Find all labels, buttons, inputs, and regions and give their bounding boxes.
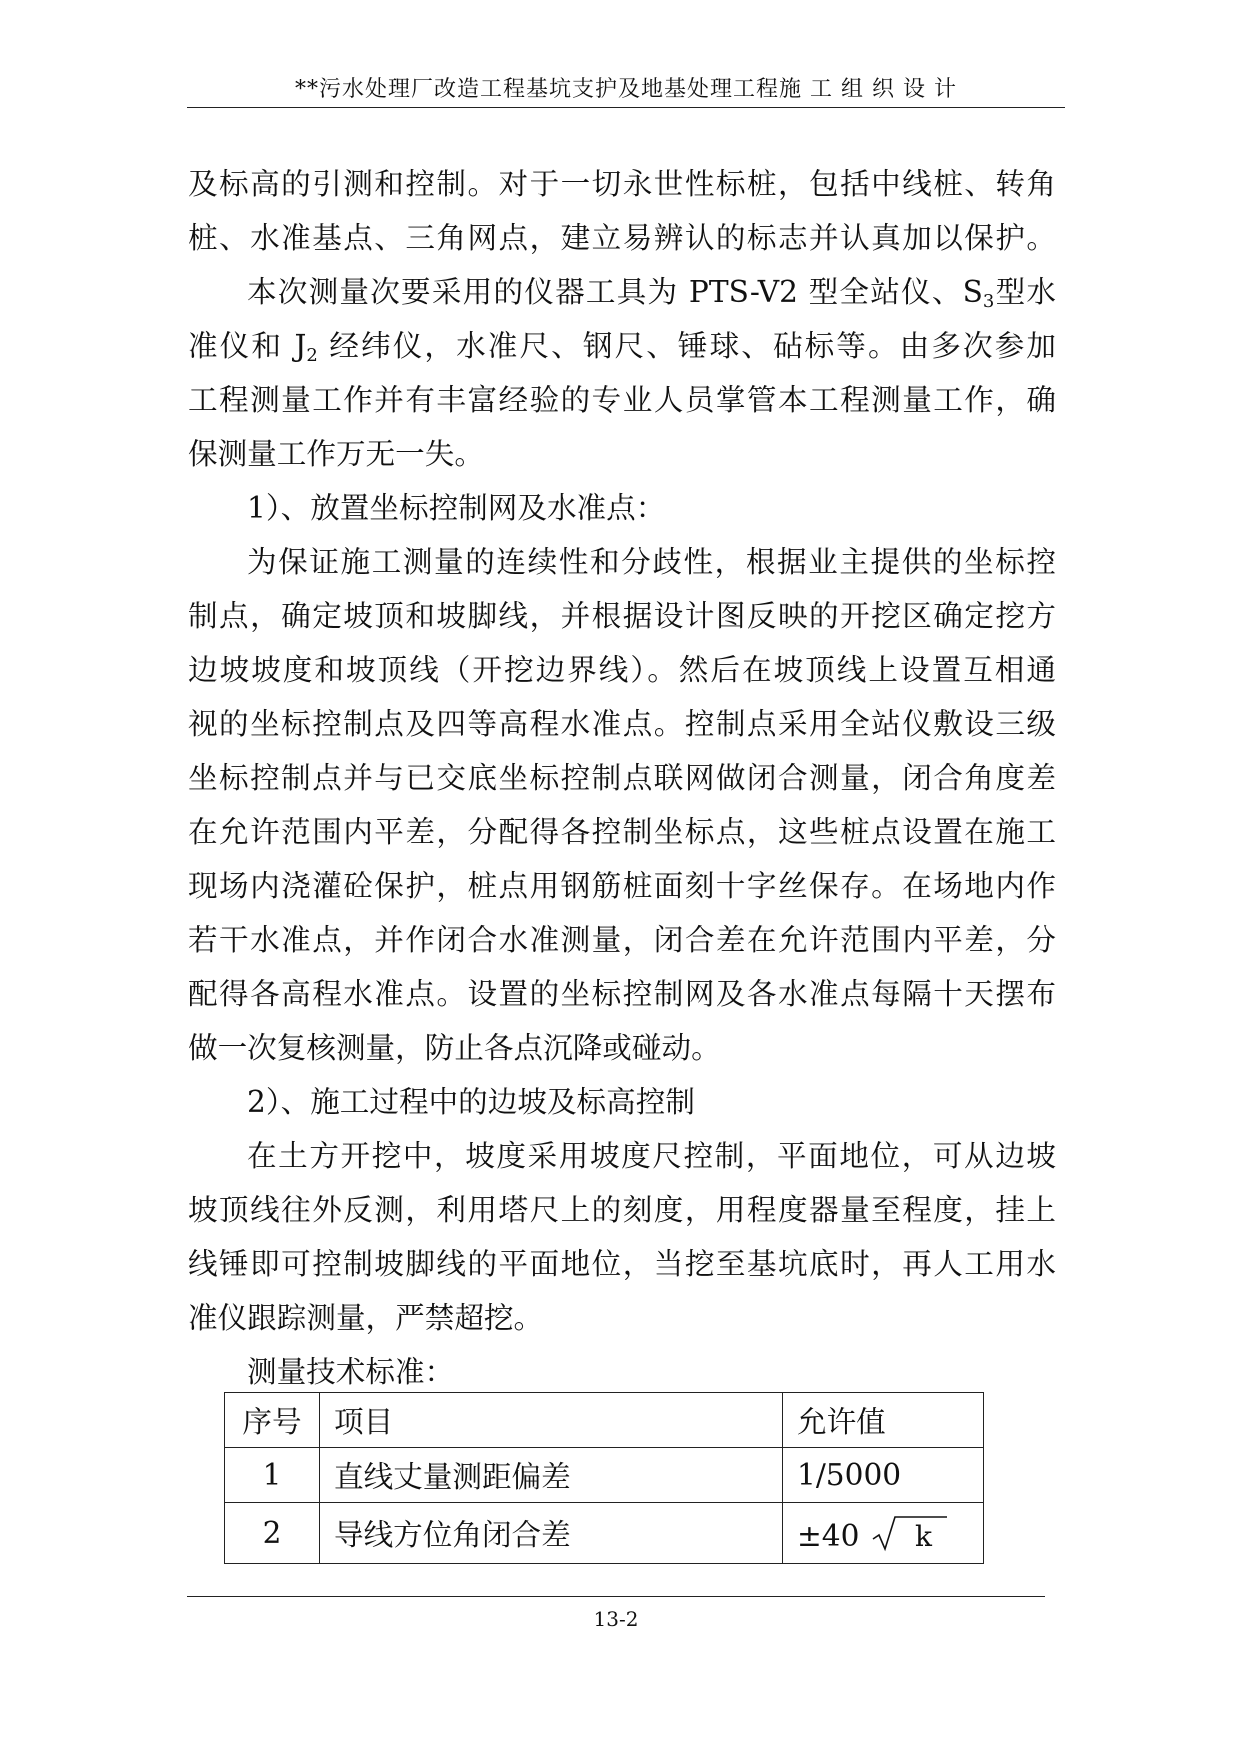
paragraph-line: 线锤即可控制坡脚线的平面地位，当挖至基坑底时，再人工用水 <box>188 1247 1056 1281</box>
instrument-line-2 <box>188 319 1056 373</box>
subscript: 2 <box>306 345 318 366</box>
paragraph-line: 桩、水准基点、三角网点，建立易辨认的标志并认真加以保护。 <box>188 221 1056 255</box>
header-rule <box>187 107 1065 108</box>
paragraph-line: 准仪跟踪测量，严禁超挖。 <box>188 1301 544 1335</box>
text-run: 本次测量次要采用的仪器工具为 PTS-V2 型全站仪、S <box>247 275 983 309</box>
section-heading: 2）、施工过程中的边坡及标高控制 <box>247 1085 695 1119</box>
table-cell: 导线方位角闭合差 <box>320 1503 783 1564</box>
paragraph-line: 视的坐标控制点及四等高程水准点。控制点采用全站仪敷设三级 <box>188 707 1056 741</box>
section-heading: 1）、放置坐标控制网及水准点： <box>247 491 666 525</box>
paragraph-line: 制点，确定坡顶和坡脚线，并根据设计图反映的开挖区确定挖方 <box>188 599 1056 633</box>
page-header: **污水处理厂改造工程基坑支护及地基处理工程施 工 组 织 设 计 <box>295 77 957 102</box>
table-header-cell: 序号 <box>225 1393 320 1448</box>
paragraph-line: 保测量工作万无一失。 <box>188 437 484 471</box>
table-row <box>225 1503 984 1564</box>
paragraph-line: 做一次复核测量，防止各点沉降或碰动。 <box>188 1031 721 1065</box>
formula-coefficient: ±40 <box>797 1519 860 1553</box>
standards-table <box>224 1392 984 1564</box>
paragraph-line: 边坡坡度和坡顶线（开挖边界线）。然后在坡顶线上设置互相通 <box>188 653 1056 687</box>
text-run: 型水 <box>994 275 1056 309</box>
paragraph-line: 若干水准点，并作闭合水准测量，闭合差在允许范围内平差，分 <box>188 923 1056 957</box>
table-caption: 测量技术标准： <box>247 1355 455 1389</box>
sqrt-symbol-icon <box>869 1513 949 1553</box>
table-cell: 1/5000 <box>783 1448 984 1503</box>
table-header-cell: 项目 <box>320 1393 783 1448</box>
document-body <box>188 157 1056 1399</box>
paragraph-line: 工程测量工作并有丰富经验的专业人员掌管本工程测量工作，确 <box>188 383 1056 417</box>
footer-rule <box>187 1596 1045 1597</box>
sqrt-formula <box>797 1513 949 1553</box>
table-cell: 直线丈量测距偏差 <box>320 1448 783 1503</box>
paragraph-line: 坡顶线往外反测，利用塔尺上的刻度，用程度器量至程度，挂上 <box>188 1193 1056 1227</box>
instrument-line-1 <box>188 265 1056 319</box>
table-header-row <box>225 1393 984 1448</box>
table-row <box>225 1448 984 1503</box>
table-cell: 1 <box>225 1448 320 1503</box>
paragraph-line: 在土方开挖中，坡度采用坡度尺控制，平面地位，可从边坡 <box>247 1139 1056 1173</box>
paragraph-line: 为保证施工测量的连续性和分歧性，根据业主提供的坐标控 <box>247 545 1056 579</box>
text-run: 经纬仪，水准尺、钢尺、锤球、砧标等。由多次参加 <box>317 329 1056 363</box>
table-header-cell: 允许值 <box>783 1393 984 1448</box>
paragraph-line: 配得各高程水准点。设置的坐标控制网及各水准点每隔十天摆布 <box>188 977 1056 1011</box>
paragraph-line: 现场内浇灌砼保护，桩点用钢筋桩面刻十字丝保存。在场地内作 <box>188 869 1056 903</box>
paragraph-line: 及标高的引测和控制。对于一切永世性标桩，包括中线桩、转角 <box>188 167 1056 201</box>
sqrt-argument: k <box>915 1520 933 1553</box>
subscript: 3 <box>982 291 995 312</box>
paragraph-line: 坐标控制点并与已交底坐标控制点联网做闭合测量，闭合角度差 <box>188 761 1056 795</box>
paragraph-line: 在允许范围内平差，分配得各控制坐标点，这些桩点设置在施工 <box>188 815 1056 849</box>
page-number: 13-2 <box>593 1607 639 1631</box>
table-cell: 2 <box>225 1503 320 1564</box>
table-cell-formula <box>783 1503 984 1564</box>
text-run: 准仪和 J <box>188 329 307 363</box>
